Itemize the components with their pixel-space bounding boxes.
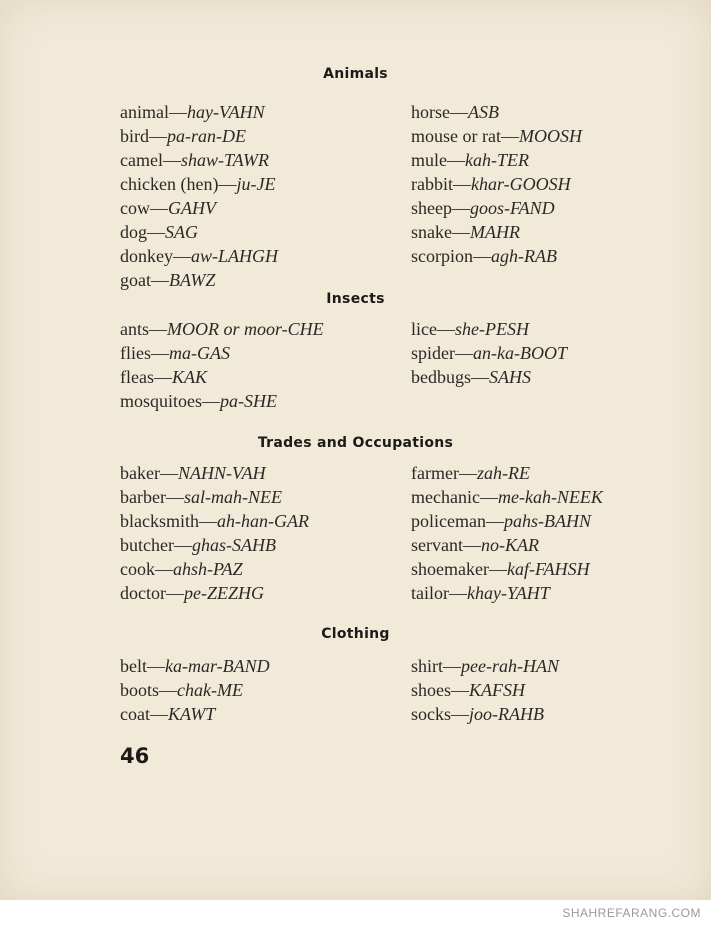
list-item: fleas—KAK <box>120 367 207 387</box>
animals-left-list <box>120 100 400 292</box>
list-item: servant—no-KAR <box>411 535 539 555</box>
insects-left-list <box>120 317 400 413</box>
list-item: socks—joo-RAHB <box>411 704 544 724</box>
list-item: cook—ahsh-PAZ <box>120 559 243 579</box>
list-item: farmer—zah-RE <box>411 463 530 483</box>
list-item: flies—ma-GAS <box>120 343 230 363</box>
trades-right-list <box>411 461 701 605</box>
animals-right-list <box>411 100 701 268</box>
list-item: ants—MOOR or moor-CHE <box>120 319 324 339</box>
list-item: butcher—ghas-SAHB <box>120 535 276 555</box>
section-heading-insects: Insects <box>326 291 385 307</box>
list-item: mouse or rat—MOOSH <box>411 126 582 146</box>
clothing-right-list <box>411 654 701 726</box>
list-item: spider—an-ka-BOOT <box>411 343 567 363</box>
list-item: camel—shaw-TAWR <box>120 150 269 170</box>
list-item: boots—chak-ME <box>120 680 243 700</box>
list-item: cow—GAHV <box>120 198 216 218</box>
list-item: bird—pa-ran-DE <box>120 126 246 146</box>
list-item: horse—ASB <box>411 102 499 122</box>
list-item: bedbugs—SAHS <box>411 367 531 387</box>
list-item: mosquitoes—pa-SHE <box>120 391 278 411</box>
section-heading-trades: Trades and Occupations <box>257 435 454 451</box>
list-item: policeman—pahs-BAHN <box>411 511 591 531</box>
list-item: snake—MAHR <box>411 222 520 242</box>
insects-right-list <box>411 317 701 389</box>
trades-left-list <box>120 461 400 605</box>
list-item: shoemaker—kaf-FAHSH <box>411 559 590 579</box>
list-item: chicken (hen)—ju-JE <box>120 174 276 194</box>
page-number: 46 <box>120 744 150 768</box>
list-item: rabbit—khar-GOOSH <box>411 174 571 194</box>
list-item: tailor—khay-YAHT <box>411 583 550 603</box>
clothing-left-list <box>120 654 400 726</box>
list-item: goat—BAWZ <box>120 270 216 290</box>
list-item: blacksmith—ah-han-GAR <box>120 511 309 531</box>
list-item: belt—ka-mar-BAND <box>120 656 270 676</box>
list-item: donkey—aw-LAHGH <box>120 246 279 266</box>
list-item: barber—sal-mah-NEE <box>120 487 282 507</box>
list-item: coat—KAWT <box>120 704 216 724</box>
section-heading-animals: Animals <box>323 66 388 82</box>
list-item: animal—hay-VAHN <box>120 102 265 122</box>
list-item: scorpion—agh-RAB <box>411 246 557 266</box>
list-item: shoes—KAFSH <box>411 680 525 700</box>
list-item: baker—NAHN-VAH <box>120 463 266 483</box>
section-heading-clothing: Clothing <box>321 626 390 642</box>
list-item: mule—kah-TER <box>411 150 529 170</box>
list-item: sheep—goos-FAND <box>411 198 555 218</box>
list-item: mechanic—me-kah-NEEK <box>411 487 603 507</box>
list-item: shirt—pee-rah-HAN <box>411 656 559 676</box>
watermark-credit: SHAHREFARANG.COM <box>562 906 701 920</box>
list-item: dog—SAG <box>120 222 198 242</box>
list-item: doctor—pe-ZEZHG <box>120 583 264 603</box>
list-item: lice—she-PESH <box>411 319 529 339</box>
